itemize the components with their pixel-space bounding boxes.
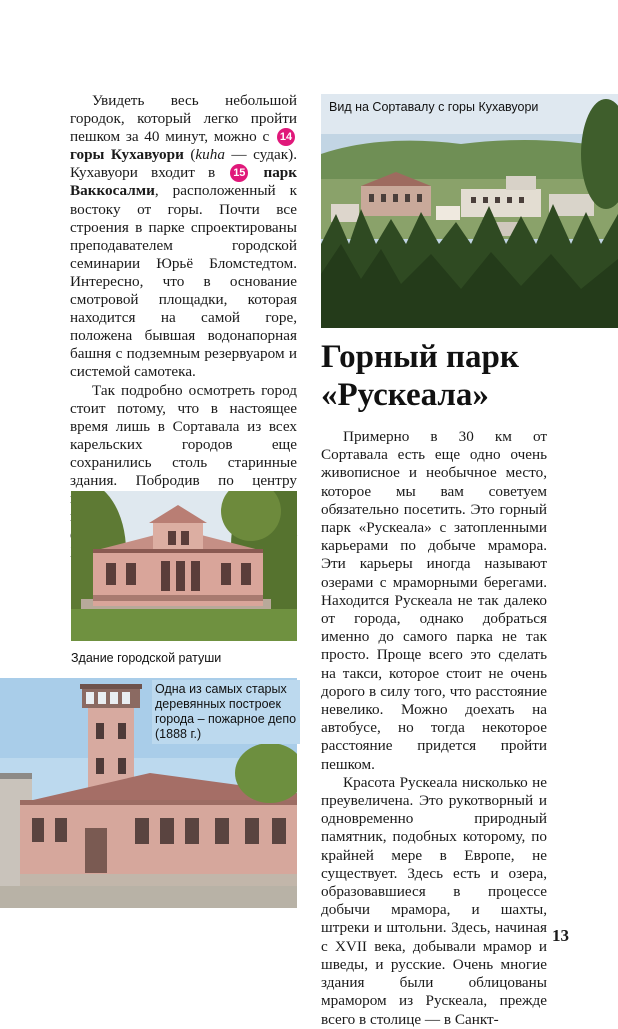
paragraph-ruskeala-beauty: Красота Рускеала нисколько не преувеличена. Это рукотворный и одновременно природный памятник, подобных которому, по крайней мере в Европе, не существует. Здесь есть и озера, образовавшиеся в процессе добычи мрамора, и шахты, штреки и штольни. Здесь, начиная с XVII века, добывали мрамор и шведы, и русские. Очень многие здания были облицованы мрамором из Рускеала, прежде всего в столице — в Санкт- <box>321 773 547 1028</box>
bold-kuhavuori: горы Кухавуори <box>70 146 184 164</box>
sortavala-view-photo <box>321 94 618 328</box>
right-column-text <box>321 428 547 1029</box>
paragraph-kuhavuori: Увидеть весь небольшой городок, который легко пройти пешком за 40 минут, можно с 14 горы Кухавуори (kuha — судак). Кухавуори входит в 15 парк Ваккосалми, расположенный к востоку от горы. Почти все строения в парке спроектированы преподавателем городской семинарии Юрьё Бломстедтом. Интересно, что в основание смотровой площадки, которая находится на самой горе, положена бывшая водонапорная башня с подземным резервуаром и системой самотека. <box>70 92 297 381</box>
section-heading <box>321 338 611 414</box>
heading-line-1: Горный парк <box>321 339 519 375</box>
italic-kuha: kuha <box>195 146 225 164</box>
town-hall-caption: Здание городской ратуши <box>71 651 222 665</box>
heading-line-2: «Рускеала» <box>321 377 489 413</box>
page-number: 13 <box>552 926 569 945</box>
town-hall-photo <box>71 491 297 641</box>
fire-station-caption: Одна из самых старых деревянных построек города – пожарное депо (1888 г.) <box>152 680 300 744</box>
bold-vakkosalmi: парк Ваккосалми <box>70 164 297 200</box>
paragraph-old-buildings: Так подробно осмотреть город стоит потому, что в настоящее время лишь в Сортавала из всех карельских городов еще сохранились столь старинные здания. Побродив по центру <box>70 381 297 489</box>
marker-14: 14 <box>277 128 295 146</box>
sortavala-view-caption: Вид на Сортавалу с горы Кухавуори <box>325 99 573 116</box>
paragraph-ruskeala-intro: Примерно в 30 км от Сортавала есть еще одно очень живописное и необычное место, которое мы вам советуем обязательно посетить. Это горный парк «Рускеала» с затопленными карьерами по добыче мрамора. Эти карьеры иногда называют озерами с мраморными берегами. Находится Рускеала не так далеко от города, однако добраться именно до самого парка не так просто. Проще всего это сделать на такси, которое стоит не очень дорого в силу того, что расстояние невелико. Можно доехать на автобусе, но тогда некоторое расстояние придется пройти пешком. <box>321 428 547 773</box>
marker-15: 15 <box>230 164 248 182</box>
